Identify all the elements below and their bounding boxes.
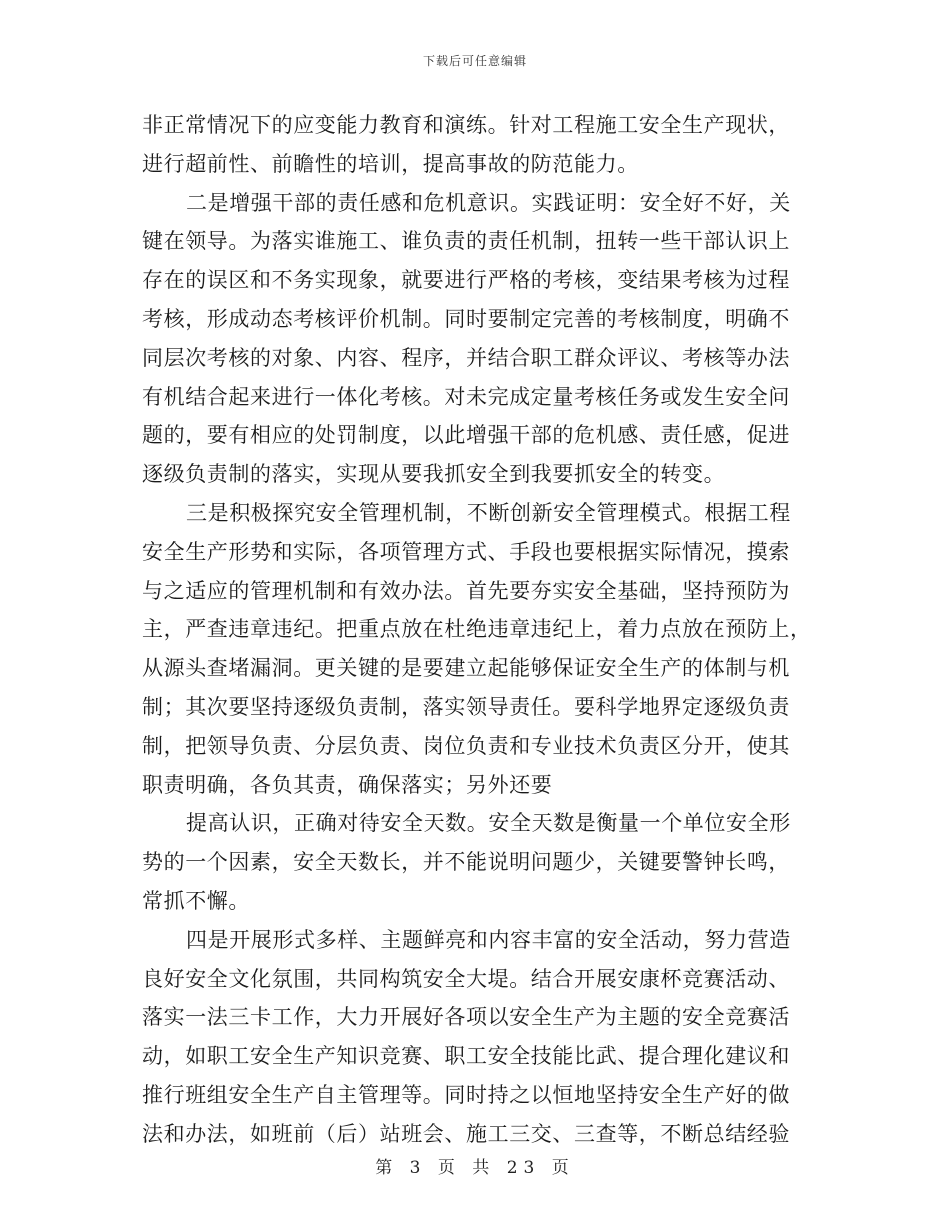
text-line: 从源头查堵漏洞。更关键的是要建立起能够保证安全生产的体制与机 bbox=[142, 656, 790, 681]
text-line: 推行班组安全生产自主管理等。同时持之以恒地坚持安全生产好的做 bbox=[142, 1082, 790, 1107]
text-line: 落实一法三卡工作，大力开展好各项以安全生产为主题的安全竞赛活 bbox=[142, 1005, 790, 1030]
text-line: 制；其次要坚持逐级负责制，落实领导责任。要科学地界定逐级负责 bbox=[142, 694, 790, 719]
paragraph-start-line: 提高认识，正确对待安全天数。安全天数是衡量一个单位安全形 bbox=[186, 811, 791, 836]
text-line: 安全生产形势和实际，各项管理方式、手段也要根据实际情况，摸索 bbox=[142, 539, 790, 564]
document-body bbox=[142, 106, 812, 1154]
text-line: 考核，形成动态考核评价机制。同时要制定完善的考核制度，明确不 bbox=[142, 306, 790, 331]
text-line: 题的，要有相应的处罚制度，以此增强干部的危机感、责任感，促进 bbox=[142, 423, 790, 448]
text-line: 主，严查违章违纪。把重点放在杜绝违章违纪上，着力点放在预防上， bbox=[142, 617, 812, 642]
text-line: 动，如职工安全生产知识竞赛、职工安全技能比武、提合理化建议和 bbox=[142, 1044, 790, 1069]
text-line: 同层次考核的对象、内容、程序，并结合职工群众评议、考核等办法 bbox=[142, 345, 790, 370]
text-line: 职责明确，各负其责，确保落实；另外还要 bbox=[142, 772, 553, 797]
text-line: 势的一个因素，安全天数长，并不能说明问题少，关键要警钟长鸣， bbox=[142, 850, 790, 875]
page-header: 下载后可任意编辑 bbox=[422, 54, 527, 68]
text-line: 法和办法，如班前（后）站班会、施工三交、三查等，不断总结经验 bbox=[142, 1121, 790, 1146]
text-line: 有机结合起来进行一体化考核。对未完成定量考核任务或发生安全问 bbox=[142, 384, 790, 409]
page-footer: 第 3 页 共 23 页 bbox=[375, 1158, 575, 1178]
text-line: 非正常情况下的应变能力教育和演练。针对工程施工安全生产现状， bbox=[142, 113, 790, 137]
paragraph-start-line: 二是增强干部的责任感和危机意识。实践证明：安全好不好，关 bbox=[186, 190, 791, 215]
text-line: 存在的误区和不务实现象，就要进行严格的考核，变结果考核为过程 bbox=[142, 268, 790, 293]
text-line: 与之适应的管理机制和有效办法。首先要夯实安全基础，坚持预防为 bbox=[142, 578, 790, 603]
paragraph-start-line: 四是开展形式多样、主题鲜亮和内容丰富的安全活动，努力营造 bbox=[186, 927, 791, 952]
text-line: 良好安全文化氛围，共同构筑安全大堤。结合开展安康杯竞赛活动、 bbox=[142, 966, 790, 991]
text-line: 制，把领导负责、分层负责、岗位负责和专业技术负责区分开，使其 bbox=[142, 733, 790, 758]
text-line: 进行超前性、前瞻性的培训，提高事故的防范能力。 bbox=[142, 151, 639, 176]
text-line: 键在领导。为落实谁施工、谁负责的责任机制，扭转一些干部认识上 bbox=[142, 229, 790, 254]
text-line: 常抓不懈。 bbox=[142, 888, 250, 913]
text-line: 逐级负责制的落实，实现从要我抓安全到我要抓安全的转变。 bbox=[142, 462, 726, 487]
paragraph-start-line: 三是积极探究安全管理机制，不断创新安全管理模式。根据工程 bbox=[186, 500, 791, 525]
